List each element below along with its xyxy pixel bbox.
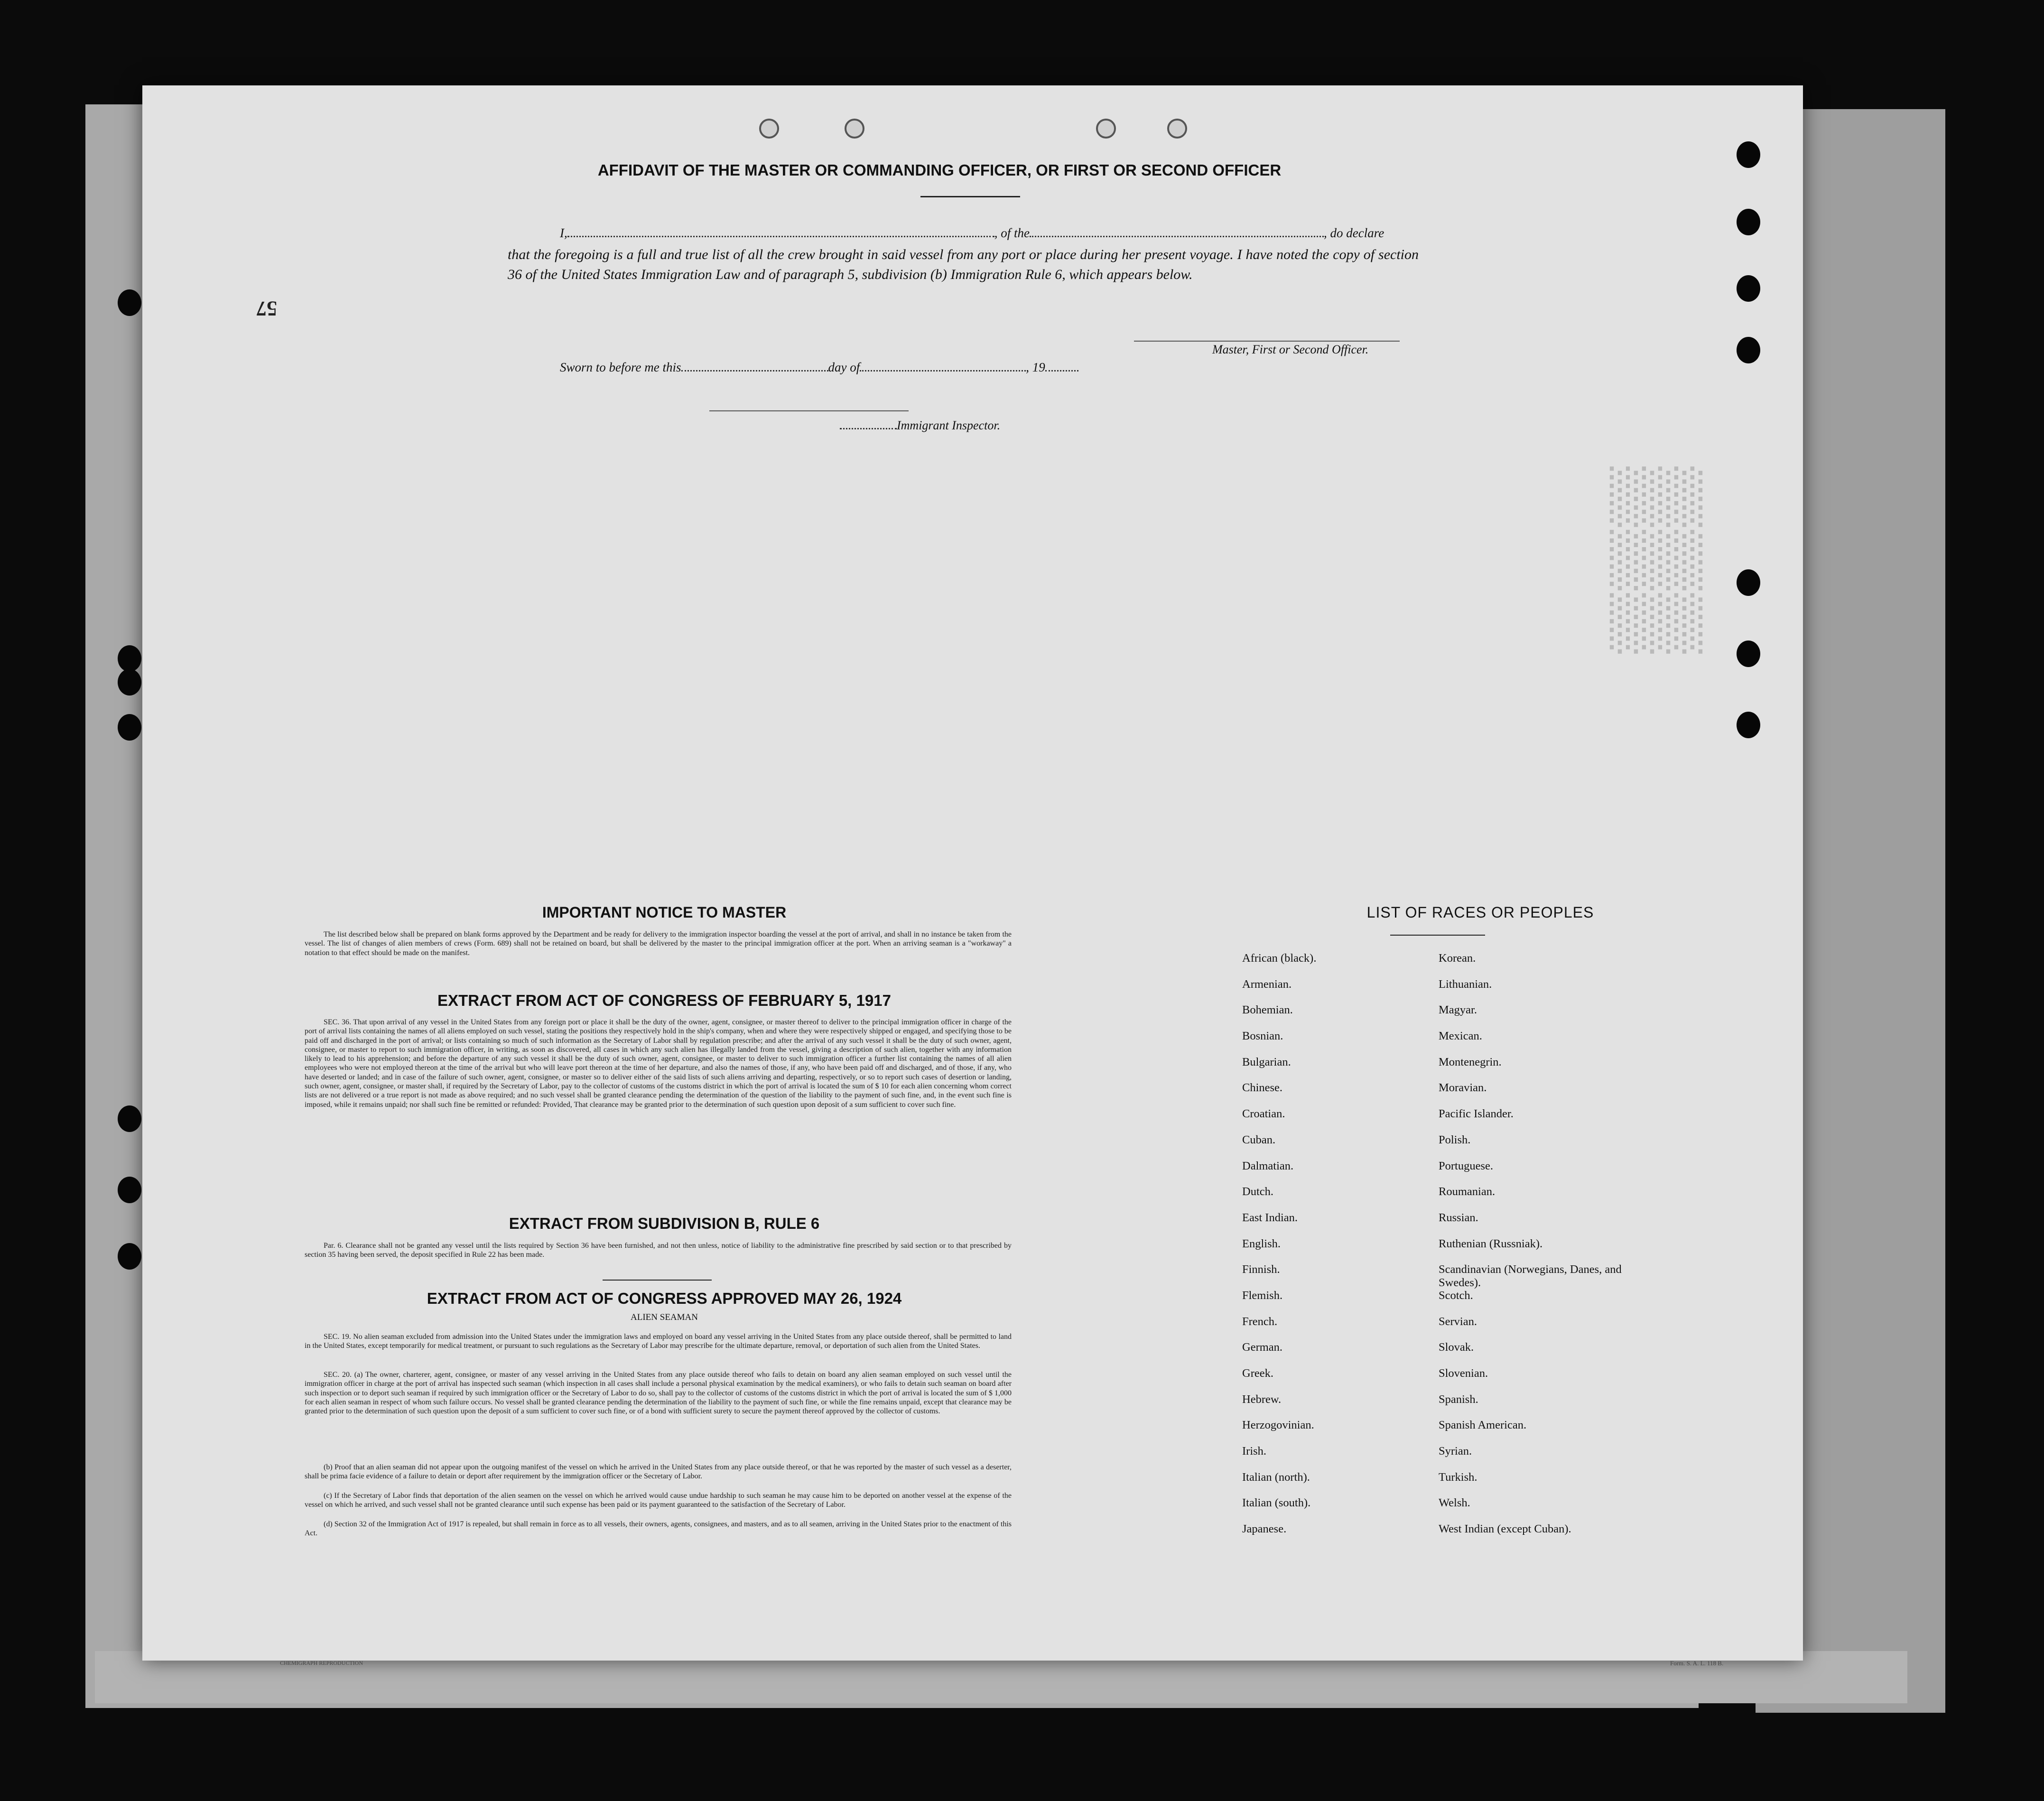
vessel-blank: [1030, 236, 1324, 237]
punch-hole: [1737, 337, 1760, 363]
inspector-label: Immigrant Inspector.: [897, 418, 1001, 432]
inspector-blank: [840, 428, 897, 429]
sworn-day-blank: [681, 370, 828, 371]
race-item: Flemish.: [1242, 1289, 1283, 1302]
extract-1924-sec20b: (b) Proof that an alien seaman did not appear upon the outgoing manifest of the vessel on which he arrived in the United States from any place outside thereof, or that he was reported by the master of such vessel as a deserter, shall be prima facie evidence of a failure to detain or deport after requirement by the immigration officer or the Secretary of Labor.: [305, 1463, 1012, 1481]
extract-1924-sec20a: SEC. 20. (a) The owner, charterer, agent, consignee, or master of any vessel arriving in the United States from any place outside thereof who fails to detain on board any alien seaman employed on such vessel until the immigration officer in charge at the port of arrival has inspected such seaman (which inspection in all cases shall include a personal physical examination by the medical examiners), or who fails to detain such seaman on board after such inspection or to deport such seaman if required by such immigration officer or the Secretary of Labor to do so, shall pay to the collector of customs of the customs district in which the port of arrival is located the sum of $ 1,000 for each alien seaman in respect of whom such failure occurs. No vessel shall be granted clearance pending the determination of the liability to the payment of such fine, or while the fine remains unpaid, except that clearance may be granted prior to the determination of such question upon the deposit of a sum sufficient to cover such fine, or of a bond with sufficient surety to secure the payment thereof approved by the collector of customs.: [305, 1371, 1012, 1416]
race-item: Spanish.: [1439, 1393, 1478, 1406]
punch-hole: [1737, 712, 1760, 738]
hole-ring: [1096, 119, 1116, 139]
race-item: Italian (south).: [1242, 1496, 1311, 1510]
race-item: Scotch.: [1439, 1289, 1473, 1302]
race-item: Spanish American.: [1439, 1419, 1527, 1432]
race-item: Greek.: [1242, 1367, 1273, 1380]
punch-hole: [118, 1243, 141, 1270]
punch-hole: [1737, 275, 1760, 302]
extract-1924-subtitle: ALIEN SEAMAN: [631, 1312, 698, 1322]
race-item: German.: [1242, 1341, 1283, 1354]
race-item: Montenegrin.: [1439, 1055, 1502, 1068]
race-item: East Indian.: [1242, 1211, 1298, 1224]
inspector-signature-line: [709, 410, 909, 411]
affidavit-body: that the foregoing is a full and true list of all the crew brought in said vessel from any port or place during her present voyage. I have noted the copy of section 36 of the United States Immigration Law and of paragraph 5, subdivision (b) Immigration Rule 6, which appears below.: [508, 247, 1419, 282]
hole-ring: [1167, 119, 1187, 139]
declaration-line: [560, 226, 1384, 241]
inspector-line: [840, 418, 1000, 433]
races-left-column: [1242, 952, 1422, 1549]
hole-ring: [845, 119, 864, 139]
race-item: Portuguese.: [1439, 1159, 1493, 1172]
races-right-column: [1439, 952, 1647, 1549]
extract-1924-sec20c: (c) If the Secretary of Labor finds that deportation of the alien seamen on the vessel on which he arrived would cause undue hardship to such seaman he may cause him to be deported on another vessel at the expense of the vessel on which he arrived, and such vessel shall not be granted clearance until such expense has been paid or its payment guaranteed to the satisfaction of the Secretary of Labor.: [305, 1492, 1012, 1509]
extract-1917-title: EXTRACT FROM ACT OF CONGRESS OF FEBRUARY 5, 1917: [437, 992, 891, 1009]
race-item: Pacific Islander.: [1439, 1107, 1514, 1121]
race-item: Chinese.: [1242, 1081, 1283, 1095]
race-item: Mexican.: [1439, 1030, 1482, 1043]
footer-left: CHEMIGRAPH REPRODUCTION: [280, 1660, 363, 1666]
race-item: Slovak.: [1439, 1341, 1474, 1354]
race-item: West Indian (except Cuban).: [1439, 1522, 1571, 1536]
punch-hole: [118, 714, 141, 741]
declaration-declare: , do declare: [1324, 226, 1384, 240]
extract-1924-title: EXTRACT FROM ACT OF CONGRESS APPROVED MAY 26, 1924: [427, 1290, 902, 1307]
race-item: Syrian.: [1439, 1445, 1472, 1458]
sworn-line: [560, 360, 1078, 375]
race-item: Irish.: [1242, 1445, 1267, 1458]
race-item: Scandinavian (Norwegians, Danes, and Swedes).: [1439, 1263, 1622, 1290]
sworn-prefix: Sworn to before me this: [560, 360, 681, 374]
declaration-of-the: , of the: [994, 226, 1030, 240]
race-item: Cuban.: [1242, 1133, 1276, 1146]
race-item: Korean.: [1439, 952, 1476, 965]
race-item: Turkish.: [1439, 1470, 1477, 1484]
race-item: Moravian.: [1439, 1081, 1487, 1095]
race-item: Herzogovinian.: [1242, 1419, 1314, 1432]
race-item: Italian (north).: [1242, 1470, 1310, 1484]
race-item: Lithuanian.: [1439, 977, 1492, 991]
punch-hole: [118, 645, 141, 672]
race-item: Polish.: [1439, 1133, 1471, 1146]
race-item: Hebrew.: [1242, 1393, 1282, 1406]
races-title-underline: [1390, 935, 1485, 936]
race-item: Ruthenian (Russniak).: [1439, 1237, 1543, 1250]
punch-hole: [118, 1105, 141, 1132]
sworn-month-blank: [860, 370, 1026, 371]
race-item: Japanese.: [1242, 1522, 1287, 1536]
punch-hole: [1737, 641, 1760, 667]
race-item: Roumanian.: [1439, 1185, 1496, 1198]
extract-1924-sec20d: (d) Section 32 of the Immigration Act of 1917 is repealed, but shall remain in force as to all vessels, their owners, agents, consignees, and masters, and as to all seamen, arriving in the United States prior to the enactment of this Act.: [305, 1520, 1012, 1538]
sworn-year-blank: [1045, 370, 1078, 371]
signature-line: [1134, 341, 1400, 342]
races-title: LIST OF RACES OR PEOPLES: [1366, 904, 1594, 921]
punch-hole: [118, 289, 141, 316]
race-item: Finnish.: [1242, 1263, 1280, 1276]
race-item: Bulgarian.: [1242, 1055, 1291, 1068]
punch-hole: [1737, 209, 1760, 235]
punch-hole: [1737, 141, 1760, 168]
declaration-i: I,: [560, 226, 567, 240]
extract-1924-sec19: SEC. 19. No alien seaman excluded from admission into the United States under the immigration laws and employed on board any vessel arriving in the United States from any place outside thereof, shall be permitted to land in the United States, except temporarily for medical treatment, or pursuant to such regulations as the Secretary of Labor may prescribe for the ultimate departure, removal, or deportation of such alien from the United States.: [305, 1333, 1012, 1350]
race-item: Welsh.: [1439, 1496, 1470, 1510]
race-item: Bohemian.: [1242, 1003, 1293, 1017]
race-item: French.: [1242, 1315, 1278, 1328]
section-divider: [603, 1280, 712, 1281]
race-item: Russian.: [1439, 1211, 1478, 1224]
race-item: Servian.: [1439, 1315, 1477, 1328]
race-item: English.: [1242, 1237, 1281, 1250]
footer-right: Form. S. A. L. 118 B.: [1670, 1660, 1724, 1667]
punch-hole: [1737, 569, 1760, 596]
race-item: Armenian.: [1242, 977, 1292, 991]
name-blank: [567, 236, 994, 237]
extract-1917-body: SEC. 36. That upon arrival of any vessel in the United States from any foreign port or place it shall be the duty of the owner, agent, consignee, or master thereof to deliver to the principal immigration officer in charge of the port of arrival lists containing the names of all aliens employed on such vessel, stating the positions they respectively hold in the ship's company, when and where they were respectively shipped or engaged, and specifying those to be paid off and discharged in the port of arrival; or lists containing so much of such information as the Secretary of Labor shall by regulation prescribe; and after the arrival of any such vessel it shall be the duty of such owner, agent, consignee, or master to report to such immigration officer, in writing, as soon as discovered, all cases in which any such alien has illegally landed from the vessel, giving a description of such alien, together with any information likely to lead to his apprehension; and before the departure of any such vessel it shall be the duty of such owner, agent, consignee, or master to deliver to such immigration officer a further list containing the names of all alien employees who were not employed thereon at the time of the arrival but who will leave port thereon at the time of her departure, and also the names of those, if any, who have been paid off and discharged, and of those, if any, who have deserted or landed; and in case of the failure of such owner, agent, consignee, or master so to deliver either of the said lists of such aliens arriving and departing, respectively, or so to report such cases of desertion or landing, such owner, agent, consignee, or master shall, if required by the Secretary of Labor, pay to the collector of customs of the customs district in which the port of arrival is located the sum of $ 10 for each alien concerning whom correct lists are not delivered or a true report is not made as above required; and no such vessel shall be granted clearance pending the determination of the question of the liability to the payment of such fine, and, in the event such fine is imposed, while it remains unpaid; nor shall such fine be remitted or refunded: Provided, That clearance may be granted prior to the determination of such question upon deposit of a sum sufficient to cover such fine.: [305, 1018, 1012, 1109]
hole-ring: [759, 119, 779, 139]
bleed-through-ghost: ▒▒▒: [1613, 466, 1709, 657]
race-item: Dalmatian.: [1242, 1159, 1294, 1172]
margin-number: 57: [256, 297, 277, 320]
race-item: Slovenian.: [1439, 1367, 1488, 1380]
title-underline: [920, 196, 1020, 197]
notice-title: IMPORTANT NOTICE TO MASTER: [542, 904, 787, 921]
sworn-day-of: day of: [828, 360, 860, 374]
signature-label: Master, First or Second Officer.: [1212, 343, 1369, 356]
punch-hole: [118, 1177, 141, 1203]
notice-body: The list described below shall be prepared on blank forms approved by the Department and be ready for delivery to the immigration inspector boarding the vessel at the port of arrival, and shall in no instance be taken from the vessel. The list of changes of alien members of crews (Form. 689) shall not be retained on board, but shall be delivered by the master to the principal immigration officer at the port. When an arriving seaman is a "workaway" a notation to that effect should be made on the manifest.: [305, 930, 1012, 957]
extract-rule6-body: Par. 6. Clearance shall not be granted any vessel until the lists required by Section 36 have been furnished, and not then unless, notice of liability to the administrative fine prescribed by said section or to that prescribed by section 35 having been served, the deposit specified in Rule 22 has been made.: [305, 1242, 1012, 1259]
punch-hole: [118, 669, 141, 696]
race-item: African (black).: [1242, 952, 1317, 965]
extract-rule6-title: EXTRACT FROM SUBDIVISION B, RULE 6: [509, 1215, 820, 1232]
sworn-year: , 19: [1026, 360, 1045, 374]
affidavit-title: AFFIDAVIT OF THE MASTER OR COMMANDING OFFICER, OR FIRST OR SECOND OFFICER: [597, 161, 1282, 179]
race-item: Croatian.: [1242, 1107, 1285, 1121]
race-item: Dutch.: [1242, 1185, 1273, 1198]
race-item: Bosnian.: [1242, 1030, 1283, 1043]
race-item: Magyar.: [1439, 1003, 1477, 1017]
